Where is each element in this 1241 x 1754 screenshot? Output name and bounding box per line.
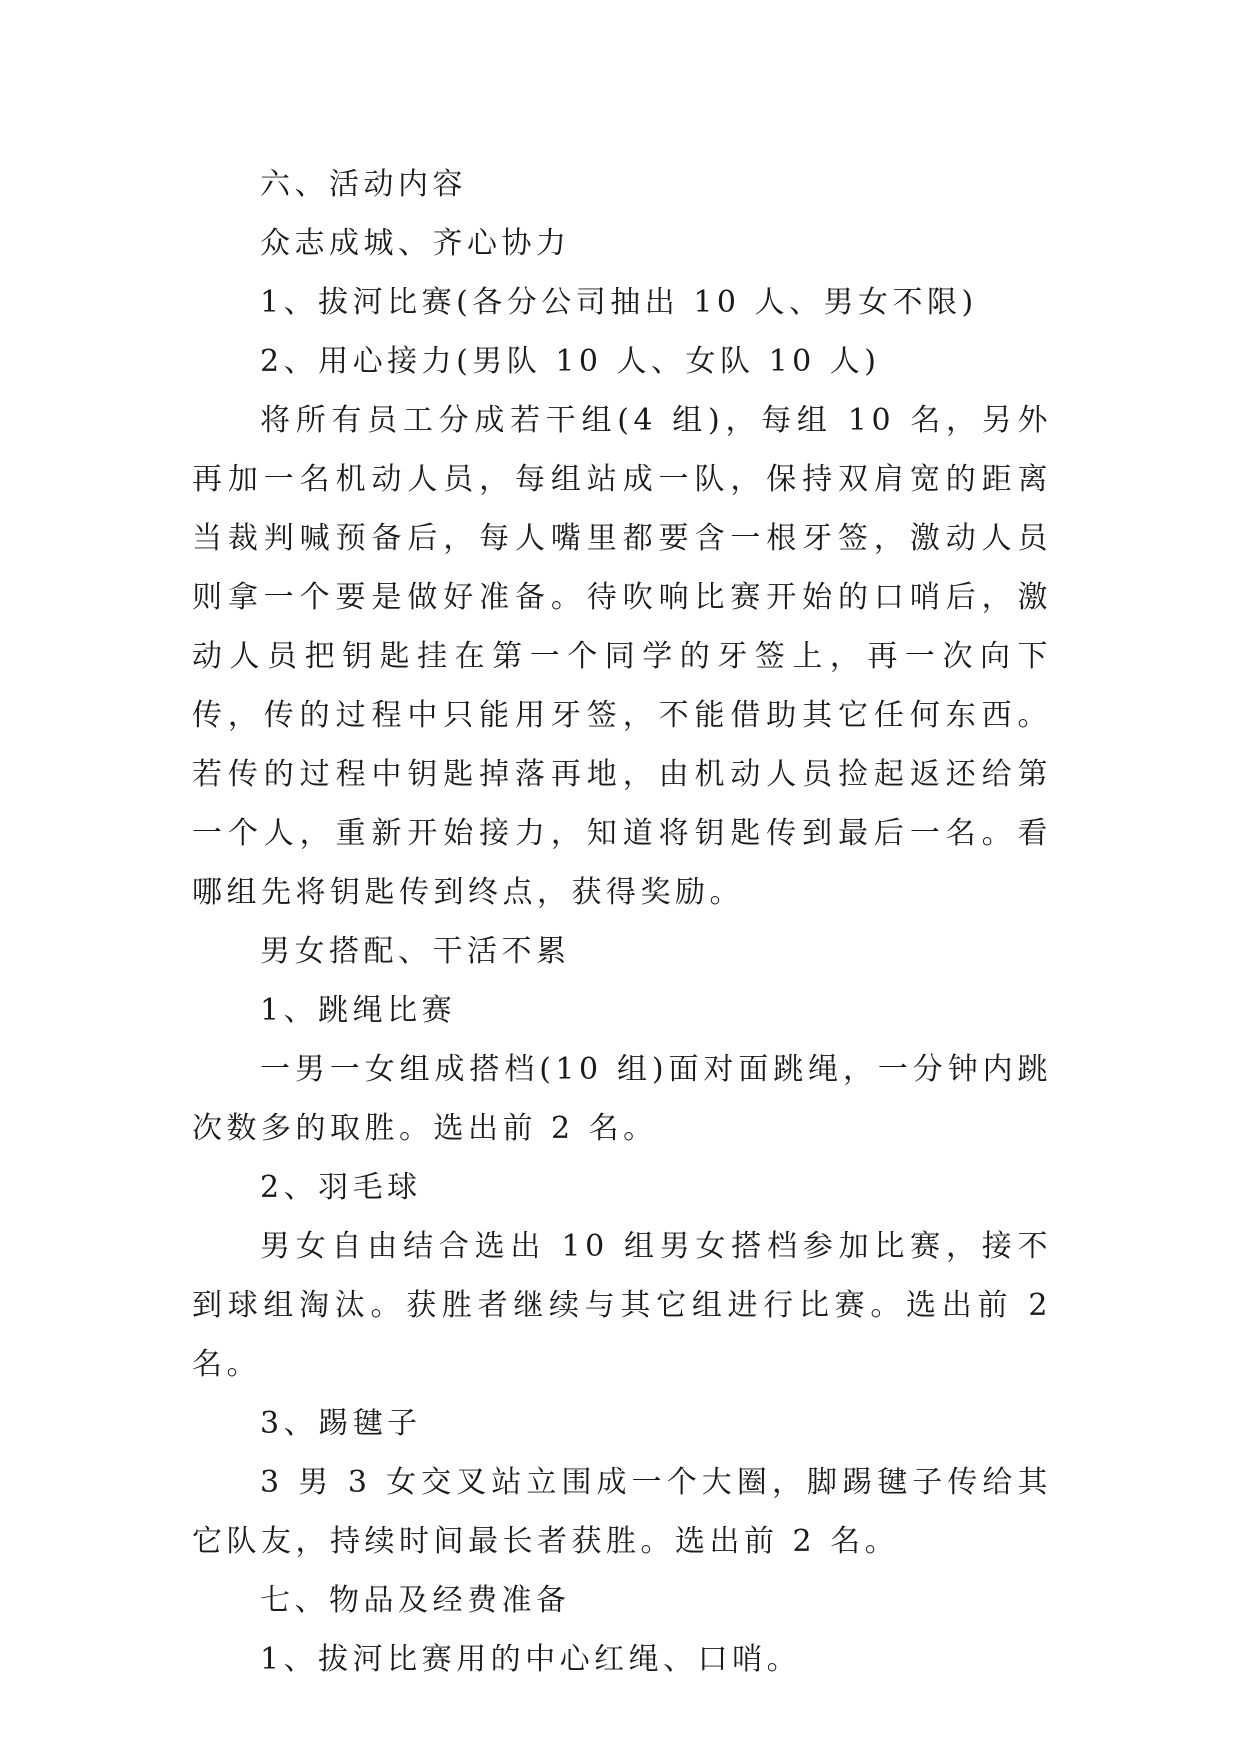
- document-body: [192, 155, 1052, 1689]
- item-shuttlecock: 3、踢毽子: [260, 1406, 422, 1441]
- badminton-rules-paragraph: 男女自由结合选出 10 组男女搭档参加比赛，接不到球组淘汰。获胜者继续与其它组进行比赛。选出前 2 名。: [192, 1229, 1052, 1382]
- item-tug-of-war: 1、拔河比赛(各分公司抽出 10 人、男女不限): [260, 285, 978, 320]
- subheading-teamwork: 众志成城、齐心协力: [260, 226, 571, 261]
- section-heading-activities: 六、活动内容: [260, 167, 467, 202]
- shuttlecock-rules-paragraph: 3 男 3 女交叉站立围成一个大圈，脚踢毽子传给其它队友，持续时间最长者获胜。选出前 2 名。: [192, 1465, 1052, 1559]
- supplies-item-1: 1、拔河比赛用的中心红绳、口哨。: [260, 1642, 802, 1677]
- section-heading-supplies: 七、物品及经费准备: [260, 1583, 571, 1618]
- subheading-pairs: 男女搭配、干活不累: [260, 934, 571, 969]
- item-jump-rope: 1、跳绳比赛: [260, 993, 457, 1028]
- item-badminton: 2、羽毛球: [260, 1170, 422, 1205]
- jump-rope-rules-paragraph: 一男一女组成搭档(10 组)面对面跳绳，一分钟内跳次数多的取胜。选出前 2 名。: [192, 1052, 1052, 1146]
- item-relay: 2、用心接力(男队 10 人、女队 10 人): [260, 344, 881, 379]
- relay-rules-paragraph: 将所有员工分成若干组(4 组)，每组 10 名，另外再加一名机动人员，每组站成一队，保持双肩宽的距离当裁判喊预备后，每人嘴里都要含一根牙签，激动人员则拿一个要是做好准备。待吹响比赛开始的口哨后，激动人员把钥匙挂在第一个同学的牙签上，再一次向下传，传的过程中只能用牙签，不能借助其它任何东西。若传的过程中钥匙掉落再地，由机动人员捡起返还给第一个人，重新开始接力，知道将钥匙传到最后一名。看哪组先将钥匙传到终点，获得奖励。: [192, 403, 1052, 910]
